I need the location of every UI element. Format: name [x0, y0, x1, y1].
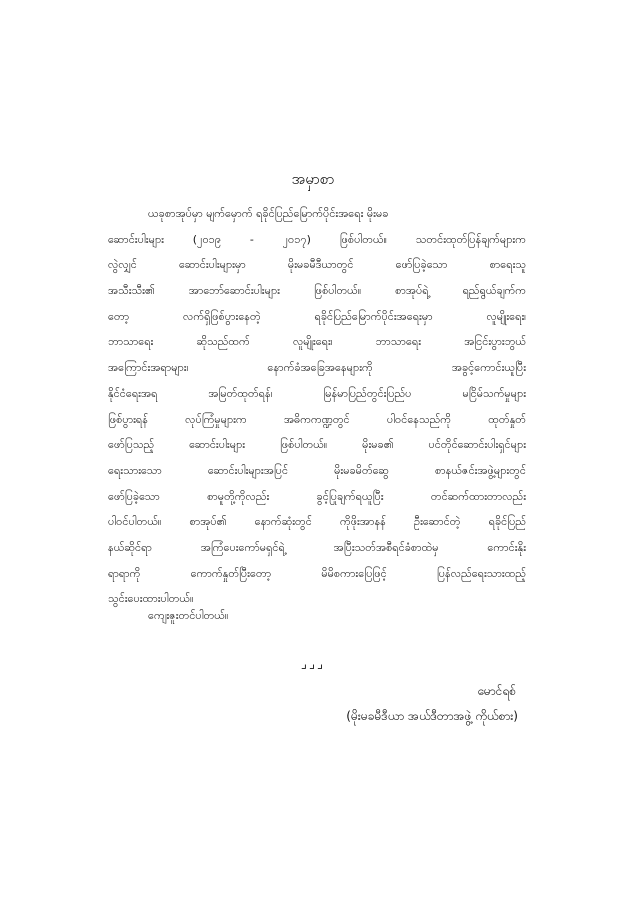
body-line: ဆောင်းပါးများ (၂၀၁၉ - ၂၀၁၇) ဖြစ်ပါတယ်။ သတင်းထုတ်ပြန်ချက်များက	[108, 232, 526, 246]
page-title: အမှာစာ	[291, 170, 335, 188]
body-line: နိုင်ငံရေးအရ အမြတ်ထုတ်ရန်၊ မြန်မာပြည်တွင်းပြည်ပ မငြိမ်သက်မှုများ	[108, 386, 526, 400]
signer-affiliation: (မိုးမခမီဒီယာ အယ်ဒီတာအဖွဲ့ ကိုယ်စား)	[346, 709, 518, 723]
body-line: သွင်းပေးထားပါတယ်။	[108, 592, 194, 606]
body-line: ပါဝင်ပါတယ်။ စာအုပ်၏ နောက်ဆုံးတွင် ကိုဖိုးအာနန် ဦးဆောင်တဲ့ ရခိုင်ပြည်	[108, 515, 526, 529]
preface-body	[108, 201, 526, 612]
body-line: အကြောင်းအရာများ၊ နောက်ခံအခြေအနေများကို အခွင့်ကောင်းယူပြီး	[108, 361, 526, 375]
body-line: ဘာသာရေး ဆိုသည်ထက် လူမျိုးရေး၊ ဘာသာရေး အငြင်းပွားဘွယ်	[108, 335, 526, 349]
body-line: ရာရာကို ကောက်နှုတ်ပြီးတော့ မိမိစကားပြေဖြင့် ပြန်လည်ရေးသားထည့်	[108, 566, 526, 580]
closing-thanks: ကျေးဇူးတင်ပါတယ်။	[148, 609, 229, 622]
body-line: ဖော်ပြခဲ့သော စာမူတို့ကိုလည်း ခွင့်ပြုချက်ရယူပြီး တင်ဆက်ထားတာလည်း	[108, 489, 526, 503]
body-line: နယ်ဆိုင်ရာ အကြံပေးကော်မရှင်ရဲ့ အပြီးသတ်အစီရင်ခံစာထဲမှ ကောင်းနိုး	[108, 540, 526, 554]
body-line: ရေးသားသော ဆောင်းပါးများအပြင် မိုးမခမိတ်ဆွေ စာနယ်ဇင်းအဖွဲ့များတွင်	[108, 463, 526, 477]
body-line: အသီးသီး၏ အာဘော်ဆောင်းပါးများ ဖြစ်ပါတယ်။ စာအုပ်ရဲ့ ရည်ရွယ်ချက်က	[108, 284, 526, 298]
body-line: ဖြစ်ပွားရန် လုပ်ကြံမှုများက အဓိကကဏ္ဍတွင် ပါဝင်နေသည်ကို ထုတ်နှုတ်	[108, 412, 526, 426]
body-line: လွဲလျှင် ဆောင်းပါးများမှာ မိုးမခမီဒီယာတွင် ဖော်ပြခဲ့သော စာရေးသူ	[108, 258, 526, 272]
body-line: တော့ လက်ရှိဖြစ်ပွားနေတဲ့ ရခိုင်ပြည်မြောက်ပိုင်းအရေးမှာ လူမျိုးရေး၊	[108, 309, 526, 323]
signer-name: မောင်ရစ်	[477, 684, 516, 698]
section-separator: ⌟⌟⌟	[300, 657, 326, 672]
body-line: ဖော်ပြသည့် ဆောင်းပါးများ ဖြစ်ပါတယ်။ မိုးမခ၏ ပင်တိုင်ဆောင်းပါးရှင်များ	[108, 438, 526, 452]
body-line: ယခုစာအုပ်မှာ မျက်မှောက် ရခိုင်ပြည်မြောက်ပိုင်းအရေး မိုးမခ	[148, 207, 389, 220]
